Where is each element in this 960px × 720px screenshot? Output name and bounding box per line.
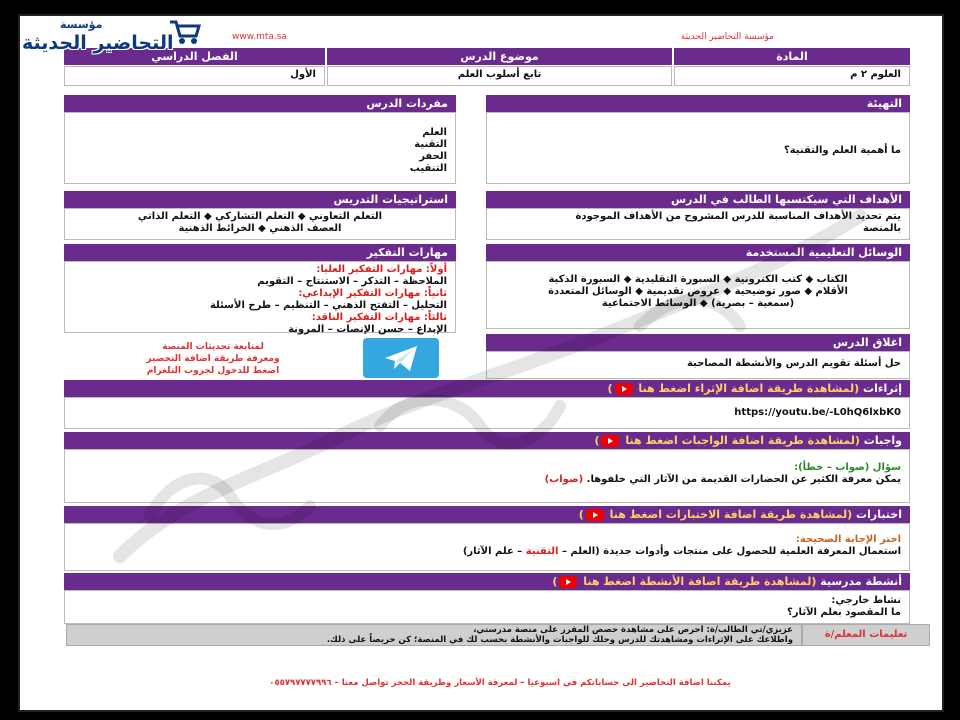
tests-title: اختبارات [856,508,902,521]
objectives-line: يتم تحديد الأهداف المناسبة للدرس المشروح من الأهداف الموجودة [575,211,901,222]
teacher-label: تعليمات المعلم/ة [802,624,930,646]
tests-bar: اختبارات (لمشاهدة طريقة اضافة الاختبارات اضغط هنا ) [64,506,910,523]
thinking-h1: أولاً: مهارات التفكير العليا: [316,264,447,275]
aids-line: الكتاب ◆ كتب الكترونية ◆ السبورة التقليدية ◆ السبورة الذكية [548,274,848,285]
aids-title: الوسائل التعليمية المستخدمة [486,244,910,261]
brand-logo[interactable] [20,16,205,60]
topic-value: تابع أسلوب العلم [327,66,672,86]
term-value: الأول [64,66,325,86]
youtube-icon[interactable] [601,435,619,447]
tests-q-label: اختر الإجابة الصحيحة: [795,534,901,545]
thinking-title: مهارات التفكير [64,244,456,261]
telegram-icon[interactable] [363,338,439,378]
topic-label: موضوع الدرس [327,48,672,65]
enrich-url[interactable]: https://youtu.be/-L0hQ6lxbK0 [734,407,901,418]
objectives-title: الأهداف التي سيكتسبها الطالب في الدرس [486,191,910,208]
enrich-link[interactable]: (لمشاهدة طريقة اضافة الإثراء اضغط هنا [638,382,860,395]
strategies-title: استراتيجيات التدريس [64,191,456,208]
vocab-box [64,112,456,184]
homework-link[interactable]: (لمشاهدة طريقة اضافة الواجبات اضغط هنا [625,434,860,447]
thinking-l2: التحليل – التفتح الذهني – التنظيم – طرح الأسئلة [209,300,447,311]
teacher-l2: واطلاعك على الإثراءات ومشاهدتك للدرس وحلك للواجبات والأنشطة بحسب لك في المنصة؛ كن حريصاً على ذلك. [326,635,793,645]
youtube-icon[interactable] [559,576,577,588]
vocab-item: الحفر [419,151,447,162]
tests-box [64,523,910,571]
youtube-icon[interactable] [586,509,604,521]
footer-note: يمكننا اضافة التحاضير الى حساباتكم في اسبوعيا – لمعرفة الأسعار وطريقة الحجز تواصل معنا – ٠٥٥٧٩٧٧٧٧٩٩٦ [269,678,731,688]
intro-title: التهيئة [486,95,910,112]
vocab-title: مفردات الدرس [64,95,456,112]
activities-title: أنشطة مدرسية [820,575,902,588]
homework-q-label: سؤال (صواب – خطأ): [794,462,901,473]
teacher-text [66,624,802,646]
strategies-line: العصف الذهني ◆ الخرائط الذهنية [178,223,342,234]
vocab-item: التنقيب [409,163,447,174]
site-url[interactable]: www.mta.sa [232,32,287,42]
closing-box [486,351,910,379]
brand-name: التحاضير الحديثة [22,32,174,54]
telegram-promo[interactable] [138,341,288,377]
homework-bar: واجبات (لمشاهدة طريقة اضافة الواجبات اضغط هنا ) [64,432,910,449]
homework-answer: (صواب) [544,474,584,485]
thinking-h3: ثالثاً: مهارات التفكير الناقد: [311,312,447,323]
lesson-plan-page [18,14,944,712]
tests-opt2: التقنية [525,546,559,557]
enrich-title: إثراءات [863,382,902,395]
subject-value: العلوم ٢ م [674,66,910,86]
closing-title: اغلاق الدرس [486,334,910,351]
tests-opt1: (العلم – [561,546,600,557]
term-label: الفصل الدراسي [64,48,325,65]
teacher-l1: عزيزي/تي الطالب/ة: احرص على مشاهدة حصص المقرر على منصة مدرستي، [473,625,793,635]
activities-link[interactable]: (لمشاهدة طريقة اضافة الأنشطة اضغط هنا [583,575,817,588]
thinking-l1: الملاحظة – التذكر – الاستنتاج – التقويم [257,276,447,287]
subject-label: المادة [674,48,910,65]
homework-title: واجبات [863,434,902,447]
activities-l2: ما المقصود بعلم الآثار؟ [787,607,901,618]
closing-text: حل أسئلة تقويم الدرس والأنشطة المصاحبة [686,358,901,369]
intro-text: ما أهمية العلم والتقنية؟ [783,145,901,156]
aids-line: الأقلام ◆ صور توضيحية ◆ عروض تقديمية ◆ الوسائل المتعددة [548,286,848,297]
aids-line: (سمعية – بصرية) ◆ الوسائط الاجتماعية [601,298,795,309]
enrich-box [64,397,910,429]
tests-link[interactable]: (لمشاهدة طريقة اضافة الاختبارات اضغط هنا [609,508,853,521]
intro-box [486,112,910,184]
thinking-h2: ثانياً: مهارات التفكير الإبداعي: [298,288,447,299]
homework-box [64,449,910,503]
brand-small: مؤسسة [60,18,103,31]
activities-l1: نشاط خارجي: [831,595,901,606]
vocab-item: العلم [422,127,447,138]
strategies-line: التعلم التعاوني ◆ التعلم التشاركي ◆ التعلم الذاتي [137,211,383,222]
activities-box [64,590,910,624]
thinking-l3: الإبداع – حسن الإنصات – المرونة [288,324,447,335]
tests-q-text: استعمال المعرفة العلمية للحصول على منتجات وأدوات جديدة [603,546,901,557]
aids-box [486,261,910,329]
youtube-icon[interactable] [615,383,633,395]
vocab-item: التقنية [414,139,447,150]
org-name: مؤسسة التحاضير الحديثة [680,32,774,42]
promo-line: ومعرفة طريقة اضافة التحضير [146,354,280,364]
objectives-box [486,208,910,240]
homework-q-text: يمكن معرفة الكثير عن الحضارات القديمة من الآثار التي خلفوها. [586,474,901,485]
strategies-box [64,208,456,240]
promo-line: لمتابعة تحديثات المنصة [162,342,264,352]
objectives-line: بالمنصة [863,223,901,234]
promo-line: اضغط للدخول لجروب التلغرام [146,366,280,376]
enrich-bar: إثراءات (لمشاهدة طريقة اضافة الإثراء اضغط هنا ) [64,380,910,397]
tests-opt3: – علم الآثار) [462,546,523,557]
activities-bar: أنشطة مدرسية (لمشاهدة طريقة اضافة الأنشطة اضغط هنا ) [64,573,910,590]
thinking-box [64,261,456,333]
